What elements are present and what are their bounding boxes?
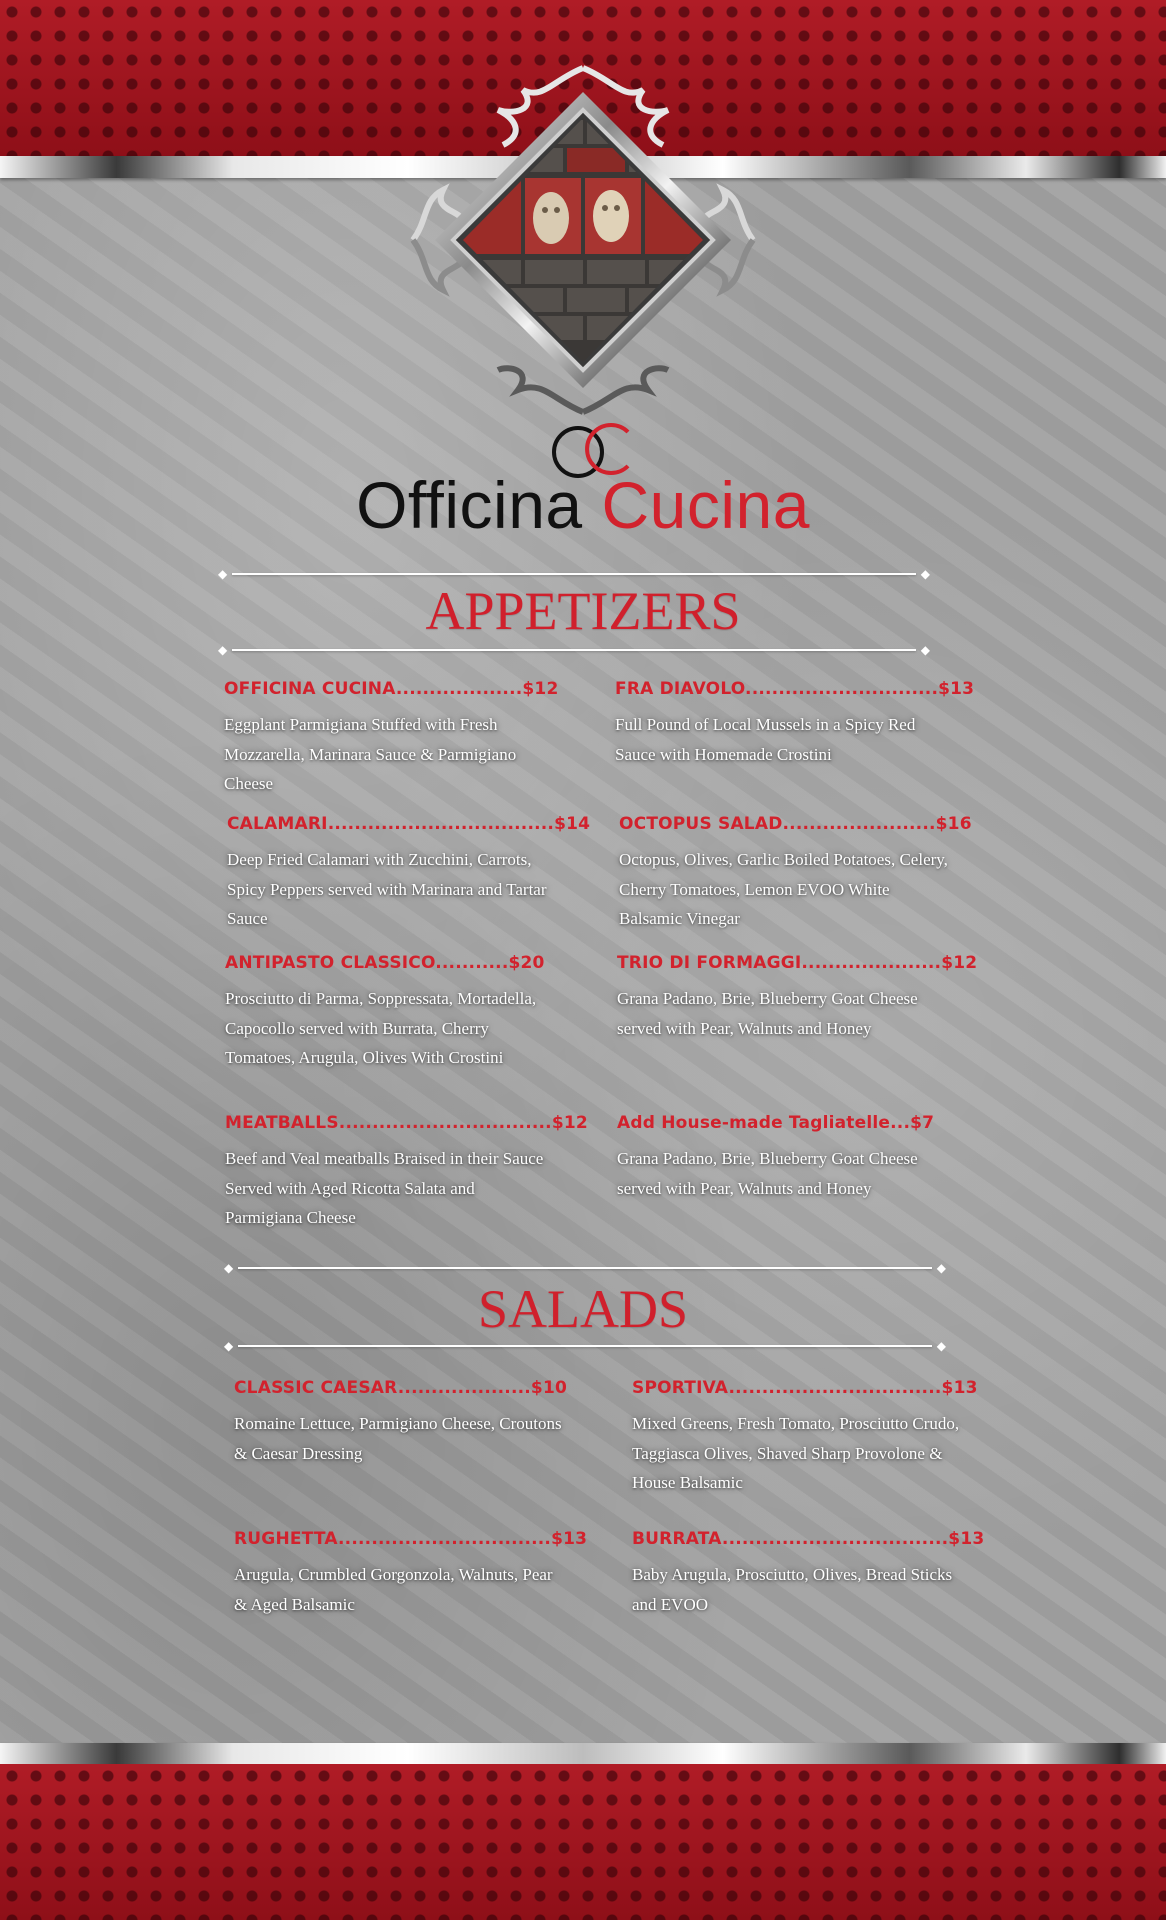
item-description: Prosciutto di Parma, Soppressata, Mortadella, Capocollo served with Burrata, Cherry Tomatoes, Arugula, Olives With Crostini	[225, 989, 537, 1067]
menu-item	[632, 1528, 985, 1619]
brick-wall-image	[403, 60, 763, 420]
item-name: RUGHETTA................................$13	[234, 1529, 588, 1549]
item-description: Beef and Veal meatballs Braised in their Sauce Served with Aged Ricotta Salata and Parmigiana Cheese	[225, 1149, 544, 1227]
bottom-chrome-rail	[0, 1743, 1166, 1765]
menu-item	[632, 1377, 978, 1498]
item-description: Grana Padano, Brie, Blueberry Goat Cheese served with Pear, Walnuts and Honey	[617, 989, 918, 1038]
ornate-frame-emblem	[403, 60, 763, 420]
menu-item	[617, 1112, 947, 1203]
bottom-red-band	[0, 1764, 1166, 1920]
menu-item	[615, 678, 975, 769]
item-name: CLASSIC CAESAR....................$10	[234, 1378, 568, 1398]
menu-item	[234, 1528, 588, 1619]
item-description: Romaine Lettuce, Parmigiano Cheese, Croutons & Caesar Dressing	[234, 1414, 562, 1463]
logo-word-1: Officina	[356, 468, 583, 542]
item-name: ANTIPASTO CLASSICO...........$20	[225, 953, 545, 973]
item-description: Baby Arugula, Prosciutto, Olives, Bread Sticks and EVOO	[632, 1565, 953, 1614]
item-name: TRIO DI FORMAGGI.....................$12	[617, 953, 978, 973]
item-name: OFFICINA CUCINA...................$12	[224, 679, 559, 699]
item-description: Deep Fried Calamari with Zucchini, Carrots, Spicy Peppers served with Marinara and Tartar Sauce	[227, 850, 547, 928]
menu-item	[224, 678, 559, 799]
item-name: SPORTIVA................................$13	[632, 1378, 978, 1398]
restaurant-logo-text	[0, 470, 1166, 540]
menu-item	[227, 813, 591, 934]
menu-item	[234, 1377, 568, 1468]
item-name: BURRATA..................................$13	[632, 1529, 985, 1549]
item-description: Full Pound of Local Mussels in a Spicy Red Sauce with Homemade Crostini	[615, 715, 916, 764]
item-description: Octopus, Olives, Garlic Boiled Potatoes, Celery, Cherry Tomatoes, Lemon EVOO White Balsamic Vinegar	[619, 850, 948, 928]
item-name: FRA DIAVOLO.............................$13	[615, 679, 975, 699]
divider-top-appetizers: ◆ ◆	[218, 567, 930, 581]
item-name: CALAMARI..................................$14	[227, 814, 591, 834]
item-name: MEATBALLS................................$12	[225, 1113, 588, 1133]
item-name: OCTOPUS SALAD.......................$16	[619, 814, 972, 834]
item-description: Arugula, Crumbled Gorgonzola, Walnuts, Pear & Aged Balsamic	[234, 1565, 553, 1614]
menu-item	[617, 952, 978, 1043]
divider-top-salads: ◆ ◆	[224, 1261, 946, 1275]
menu-item	[225, 1112, 588, 1233]
menu-item	[619, 813, 972, 934]
item-description: Mixed Greens, Fresh Tomato, Prosciutto Crudo, Taggiasca Olives, Shaved Sharp Provolone & House Balsamic	[632, 1414, 960, 1492]
section-title-salads: SALADS	[477, 1279, 689, 1339]
menu-item	[225, 952, 555, 1073]
divider-bottom-salads: ◆ ◆	[224, 1339, 946, 1353]
section-title-appetizers: APPETIZERS	[425, 581, 741, 641]
item-name: Add House-made Tagliatelle...$7	[617, 1113, 935, 1133]
item-description: Grana Padano, Brie, Blueberry Goat Cheese served with Pear, Walnuts and Honey	[617, 1149, 918, 1198]
logo-word-2: Cucina	[601, 468, 810, 542]
item-description: Eggplant Parmigiana Stuffed with Fresh Mozzarella, Marinara Sauce & Parmigiano Cheese	[224, 715, 517, 793]
divider-bottom-appetizers: ◆ ◆	[218, 643, 930, 657]
